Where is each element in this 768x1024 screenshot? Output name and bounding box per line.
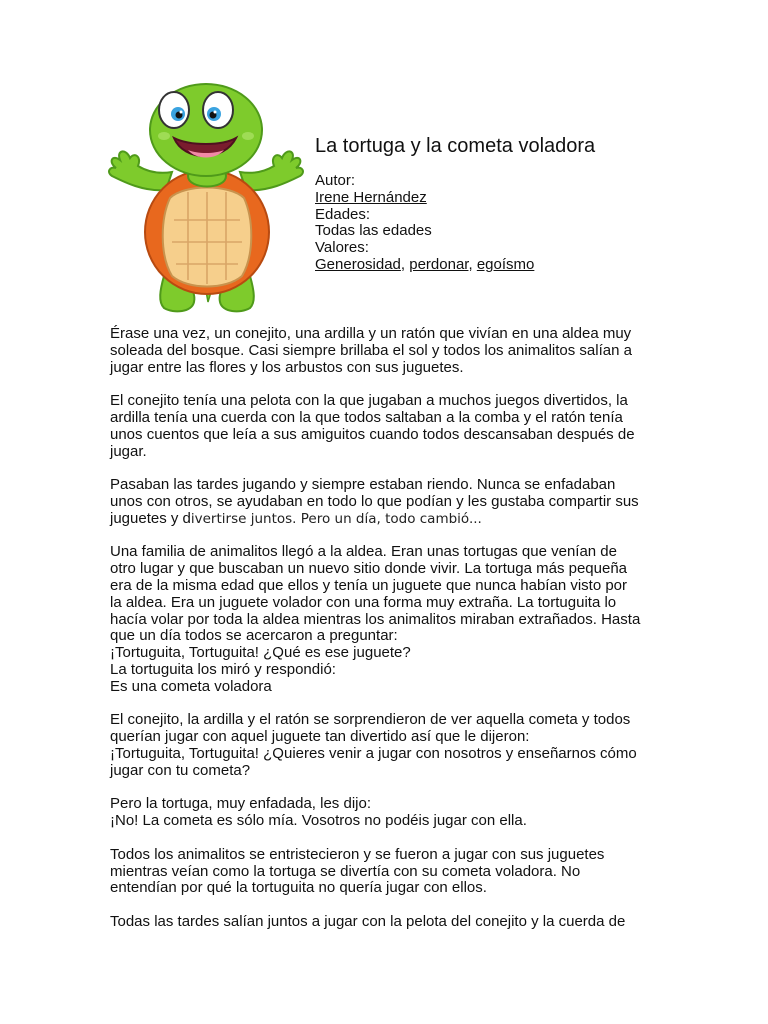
story-line: querían jugar con aquel juguete tan divertido así que le dijeron: <box>110 728 530 746</box>
values-separator: , <box>468 255 477 273</box>
story-line: Érase una vez, un conejito, una ardilla y un ratón que vivían en una aldea muy <box>110 325 632 342</box>
values-separator: , <box>400 255 410 273</box>
turtle-illustration-icon <box>104 80 310 316</box>
story-paragraph <box>110 544 670 695</box>
story-metadata <box>315 134 715 274</box>
author-link[interactable]: Irene Hernández <box>315 188 427 206</box>
story-line: ¡Tortuguita, Tortuguita! ¿Quieres venir a jugar con nosotros y enseñarnos cómo <box>110 744 637 762</box>
story-line: Pasaban las tardes jugando y siempre estaban riendo. Nunca se enfadaban <box>110 476 616 494</box>
story-line: La tortuguita los miró y respondió: <box>110 660 336 678</box>
story-paragraph <box>110 796 670 830</box>
story-title: La tortuga y la cometa voladora <box>315 135 596 157</box>
story-line: entendían por qué la tortuguita no quería jugar con ellos. <box>110 879 487 897</box>
story-line: unos cuentos que leía a sus amiguitos cuando todos descansaban después de <box>110 425 635 443</box>
story-line: ¡Tortuguita, Tortuguita! ¿Qué es ese juguete? <box>110 644 411 662</box>
story-line: Una familia de animalitos llegó a la aldea. Eran unas tortugas que venían de <box>110 543 617 561</box>
story-line: El conejito, la ardilla y el ratón se sorprendieron de ver aquella cometa y todos <box>110 711 631 729</box>
story-body <box>110 326 670 947</box>
value-link-egoismo[interactable]: egoísmo <box>476 255 535 273</box>
story-text-alt-font: ivertirse juntos. Pero un día, todo cambió... <box>190 510 482 527</box>
story-line: hacía volar por toda la aldea mientras los animalitos miraban extrañados. Hasta <box>110 610 641 628</box>
story-line: Es una cometa voladora <box>110 677 272 695</box>
story-paragraph <box>110 326 670 376</box>
story-line: era de la misma edad que ellos y tenía un juguete que nunca habían visto por <box>110 576 628 594</box>
story-paragraph <box>110 914 670 931</box>
author-label: Autor: <box>315 172 356 189</box>
values-list <box>315 257 715 274</box>
story-line: ardilla tenía una cuerda con la que todos saltaban a la comba y el ratón tenía <box>110 408 623 426</box>
story-line: unos con otros, se ayudaban en todo lo que podían y les gustaba compartir sus <box>110 492 639 510</box>
story-line: ¡No! La cometa es sólo mía. Vosotros no podéis jugar con ella. <box>110 812 527 830</box>
story-line-mixed <box>110 511 670 528</box>
value-link-generosidad[interactable]: Generosidad <box>315 255 401 273</box>
story-text: juguetes y d <box>110 509 191 527</box>
ages-label: Edades: <box>315 205 371 223</box>
story-line: Pero la tortuga, muy enfadada, les dijo: <box>110 795 371 813</box>
story-paragraph <box>110 712 670 779</box>
story-line: jugar. <box>110 442 147 460</box>
story-line: mientras veían como la tortuga se divertía con su cometa voladora. No <box>110 862 581 880</box>
story-paragraph <box>110 393 670 460</box>
story-line: Todas las tardes salían juntos a jugar con la pelota del conejito y la cuerda de <box>110 912 626 930</box>
story-paragraph <box>110 477 670 527</box>
story-line: El conejito tenía una pelota con la que jugaban a muchos juegos divertidos, la <box>110 392 628 410</box>
story-line: la aldea. Era un juguete volador con una forma muy extraña. La tortuguita lo <box>110 593 617 611</box>
story-line: jugar entre las flores y los arbustos con sus juguetes. <box>110 358 464 376</box>
story-paragraph <box>110 847 670 897</box>
story-line: que un día todos se acercaron a preguntar: <box>110 627 398 645</box>
values-label: Valores: <box>315 239 369 257</box>
story-line: jugar con tu cometa? <box>110 761 251 779</box>
value-link-perdonar[interactable]: perdonar <box>409 255 469 273</box>
ages-value: Todas las edades <box>315 222 432 240</box>
story-line: otro lugar y que buscaban un nuevo sitio donde vivir. La tortuga más pequeña <box>110 560 628 578</box>
story-line: soleada del bosque. Casi siempre brillaba el sol y todos los animalitos salían a <box>110 341 632 359</box>
story-line: Todos los animalitos se entristecieron y se fueron a jugar con sus juguetes <box>110 845 605 863</box>
